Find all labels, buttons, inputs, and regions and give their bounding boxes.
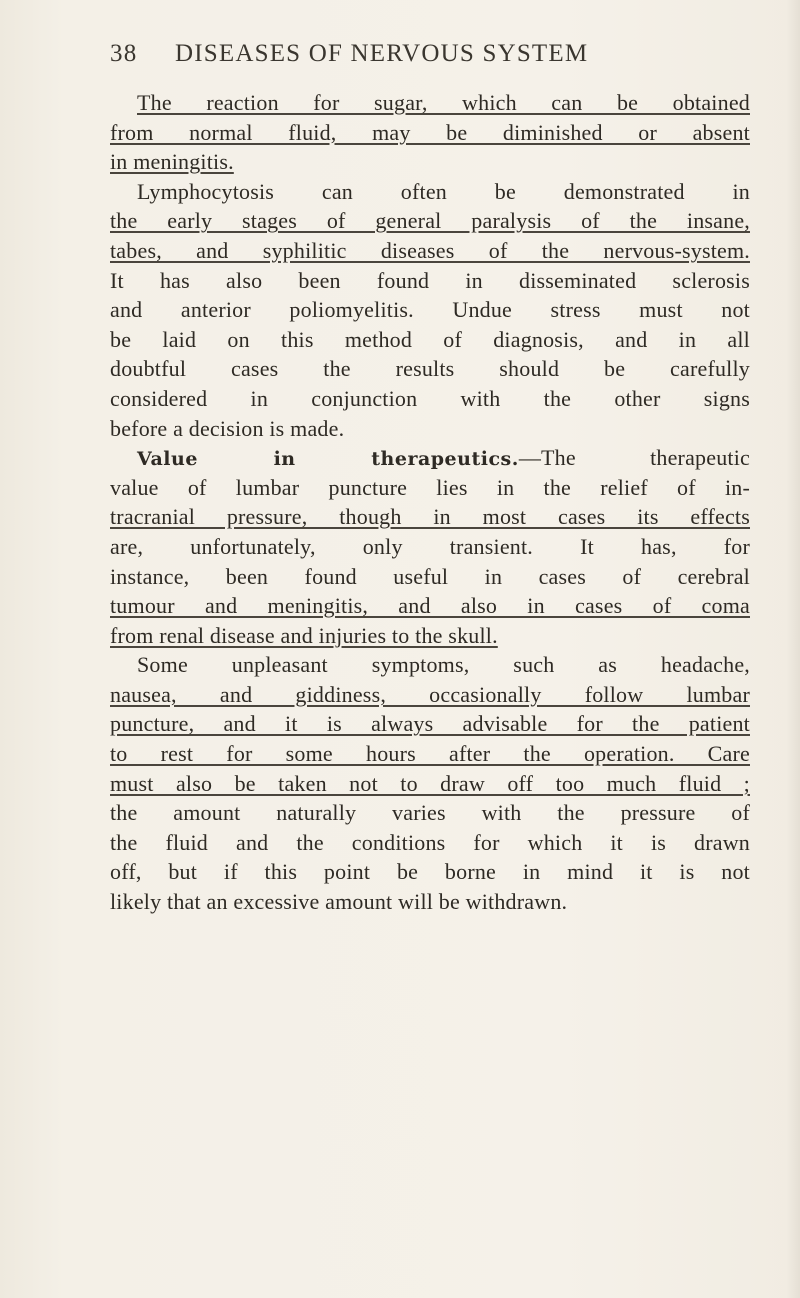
- text-line: before a decision is made.: [110, 415, 345, 441]
- text-line: doubtful cases the results should be carefully: [110, 356, 750, 382]
- text-line: nausea, and giddiness, occasionally follow lumbar: [110, 681, 750, 707]
- text-line: puncture, and it is always advisable for the patient: [110, 711, 750, 737]
- running-head: DISEASES OF NERVOUS SYSTEM: [175, 40, 589, 67]
- text-line: from renal disease and injuries to the skull.: [110, 622, 498, 648]
- text-line: from normal fluid, may be diminished or absent: [110, 119, 750, 145]
- text-line: be laid on this method of diagnosis, and in all: [110, 326, 750, 352]
- page-number: 38: [110, 40, 138, 67]
- text-line: in meningitis.: [110, 149, 234, 175]
- text-line: the fluid and the conditions for which it is drawn: [110, 829, 750, 855]
- text-line: to rest for some hours after the operation. Care: [110, 741, 750, 767]
- text-line: are, unfortunately, only transient. It has, for: [110, 533, 750, 559]
- page-edge-shadow: [786, 0, 800, 1298]
- section-heading: Value in therapeutics.: [137, 448, 519, 471]
- text-line: considered in conjunction with the other signs: [110, 385, 750, 411]
- body-text: [110, 88, 750, 917]
- text-line: tabes, and syphilitic diseases of the nervous-system.: [110, 237, 750, 263]
- text-line: instance, been found useful in cases of cerebral: [110, 563, 750, 589]
- text-line: likely that an excessive amount will be withdrawn.: [110, 889, 568, 915]
- text-line: It has also been found in disseminated sclerosis: [110, 267, 750, 293]
- text-line: Lymphocytosis can often be demonstrated in: [137, 178, 750, 204]
- text-line: The reaction for sugar, which can be obtained: [137, 90, 750, 115]
- text-line: tumour and meningitis, and also in cases of coma: [110, 593, 750, 619]
- text-line: must also be taken not to draw off too much fluid ;: [110, 770, 750, 796]
- text-line: the early stages of general paralysis of the insane,: [110, 208, 750, 234]
- text-line: tracranial pressure, though in most cases its effects: [110, 504, 750, 530]
- text-line: Value in therapeutics.—The therapeutic: [137, 445, 750, 471]
- page-header: [110, 40, 750, 80]
- text-line: the amount naturally varies with the pressure of: [110, 800, 750, 826]
- text-line: Some unpleasant symptoms, such as headache,: [137, 652, 750, 678]
- text-line: and anterior poliomyelitis. Undue stress must not: [110, 297, 750, 323]
- text-line: value of lumbar puncture lies in the relief of in-: [110, 474, 750, 500]
- text-line: off, but if this point be borne in mind it is not: [110, 859, 750, 885]
